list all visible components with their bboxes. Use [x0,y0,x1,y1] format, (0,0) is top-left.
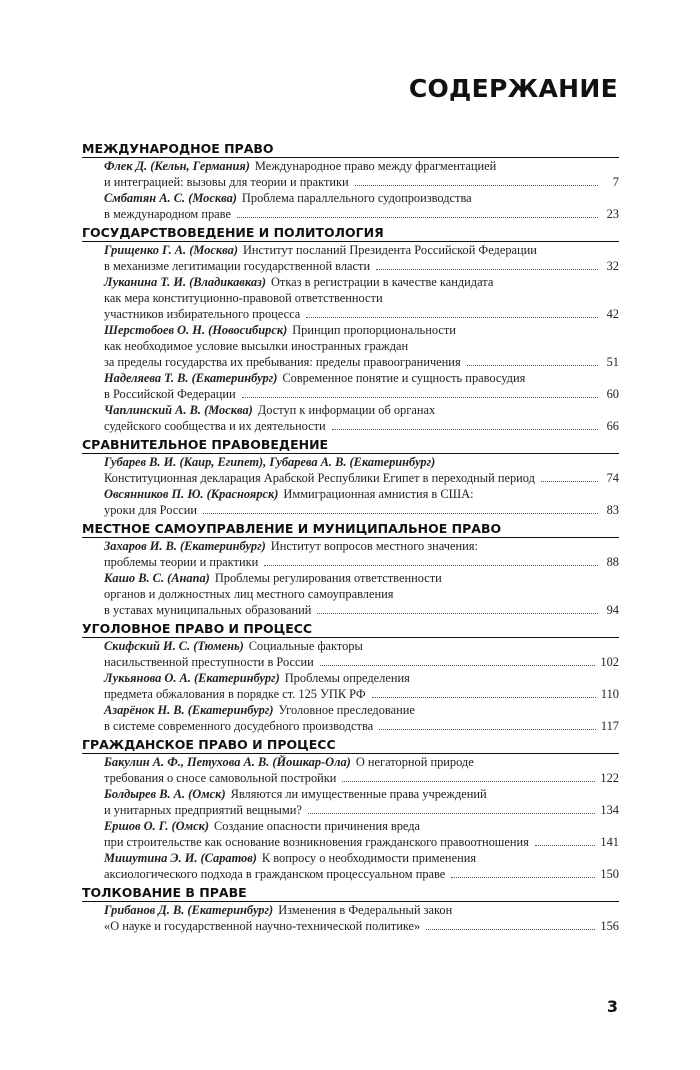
entry-line [104,386,619,402]
entry-line [104,902,619,918]
entry-page-number: 102 [600,655,619,669]
toc-section [82,520,619,618]
entry-line [104,654,619,670]
entry-title-text: как необходимое условие высылки иностранных граждан [104,339,409,353]
entry-author: Бакулин А. Ф., Петухова А. В. (Йошкар-Ола) [104,755,351,769]
toc-entry[interactable] [82,818,619,850]
entry-title-text: О негаторной природе [355,755,474,769]
entry-line [104,402,619,418]
dot-leader [317,612,598,614]
entry-title-text: Институт вопросов местного значения: [270,539,478,553]
entry-title-text: К вопросу о необходимости применения [261,851,477,865]
entry-title-text: Конституционная декларация Арабской Республики Египет в переходный период [104,471,535,485]
toc-entry[interactable] [82,702,619,734]
entry-page-number: 88 [606,555,619,569]
entry-line [104,586,619,602]
entry-author: Флек Д. (Кельн, Германия) [104,159,250,173]
entry-title-text: уроки для России [104,503,197,517]
entry-title-text: проблемы теории и практики [104,555,259,569]
entry-title-text: Проблемы определения [284,671,410,685]
toc-entry[interactable] [82,670,619,702]
toc-entry[interactable] [82,538,619,570]
entry-line [104,470,619,486]
entry-author: Лукьянова О. А. (Екатеринбург) [104,671,280,685]
entry-line [104,754,619,770]
entry-page-number: 150 [600,867,619,881]
toc-entry[interactable] [82,486,619,518]
toc-section [82,884,619,934]
toc-section [82,736,619,882]
toc-entry[interactable] [82,158,619,190]
toc-section [82,140,619,222]
toc-entry[interactable] [82,850,619,882]
dot-leader [306,316,598,318]
entry-title-text: в системе современного досудебного производства [104,719,374,733]
entry-line [104,554,619,570]
entry-line [104,370,619,386]
entry-title-text: и унитарных предприятий вещными? [104,803,302,817]
entry-line [104,190,619,206]
toc-entry[interactable] [82,786,619,818]
page-number: 3 [606,997,618,1016]
toc-entry[interactable] [82,638,619,670]
entry-page-number: 83 [606,503,619,517]
section-title: МЕЖДУНАРОДНОЕ ПРАВО [82,140,619,158]
entry-line [104,242,619,258]
section-title: СРАВНИТЕЛЬНОЕ ПРАВОВЕДЕНИЕ [82,436,619,454]
entry-line [104,274,619,290]
entry-title-text: за пределы государства их пребывания: пределы правоограничения [104,355,461,369]
entry-page-number: 74 [606,471,619,485]
entry-line [104,718,619,734]
entry-line [104,770,619,786]
entry-page-number: 156 [600,919,619,933]
entry-title-text: Современное понятие и сущность правосудия [282,371,526,385]
entry-title-text: Международное право между фрагментацией [254,159,497,173]
entry-line [104,786,619,802]
entry-line [104,290,619,306]
entry-line [104,834,619,850]
entry-page-number: 134 [600,803,619,817]
entry-title-text: в механизме легитимации государственной власти [104,259,371,273]
entry-author: Чаплинский А. В. (Москва) [104,403,253,417]
entry-title-text: и интеграцией: вызовы для теории и практики [104,175,349,189]
entry-title-text: аксиологического подхода в гражданском процессуальном праве [104,867,446,881]
entry-author: Мишутина Э. И. (Саратов) [104,851,257,865]
entry-line [104,454,619,470]
entry-page-number: 122 [600,771,619,785]
entry-line [104,158,619,174]
entry-page-number: 60 [606,387,619,401]
entry-author: Ершов О. Г. (Омск) [104,819,209,833]
dot-leader [541,480,598,482]
entry-title-text: Создание опасности причинения вреда [213,819,421,833]
entry-line [104,354,619,370]
entry-author: Захаров И. В. (Екатеринбург) [104,539,266,553]
entry-page-number: 110 [600,687,619,701]
entry-author: Шерстобоев О. Н. (Новосибирск) [104,323,288,337]
entry-line [104,918,619,934]
toc-entry[interactable] [82,454,619,486]
entry-title-text: «О науке и государственной научно-технической политике» [104,919,421,933]
toc-entry[interactable] [82,754,619,786]
entry-line [104,638,619,654]
dot-leader [242,396,598,398]
entry-line [104,670,619,686]
entry-author: Губарев В. И. (Каир, Египет), Губарева А. В. (Екатеринбург) [104,455,436,469]
section-title: ТОЛКОВАНИЕ В ПРАВЕ [82,884,619,902]
entry-title-text: Уголовное преследование [278,703,415,717]
toc-entry[interactable] [82,190,619,222]
entry-title-text: Проблема параллельного судопроизводства [241,191,472,205]
entry-page-number: 66 [606,419,619,433]
entry-title-text: как мера конституционно-правовой ответственности [104,291,383,305]
entry-page-number: 51 [606,355,619,369]
entry-title-text: в Российской Федерации [104,387,236,401]
dot-leader [372,696,596,698]
toc-entry[interactable] [82,322,619,370]
entry-page-number: 7 [612,175,619,189]
entry-line [104,306,619,322]
entry-line [104,702,619,718]
entry-title-text: Изменения в Федеральный закон [278,903,453,917]
entry-page-number: 32 [606,259,619,273]
entry-page-number: 141 [600,835,619,849]
entry-title-text: Являются ли имущественные права учреждений [230,787,487,801]
entry-title-text: Иммиграционная амнистия в США: [283,487,474,501]
dot-leader [379,728,596,730]
toc-section [82,436,619,518]
entry-title-text: Социальные факторы [248,639,363,653]
entry-author: Скифский И. С. (Тюмень) [104,639,244,653]
entry-title-text: Доступ к информации об органах [257,403,436,417]
entry-author: Грибанов Д. В. (Екатеринбург) [104,903,274,917]
dot-leader [467,364,598,366]
entry-title-text: Институт посланий Президента Российской Федерации [242,243,537,257]
entry-author: Луканина Т. И. (Владикавказ) [104,275,266,289]
entry-title-text: Проблемы регулирования ответственности [214,571,442,585]
entry-author: Азарёнок Н. В. (Екатеринбург) [104,703,274,717]
entry-author: Кашо В. С. (Анапа) [104,571,210,585]
entry-title-text: при строительстве как основание возникновения гражданского правоотношения [104,835,529,849]
toc-entry[interactable] [82,570,619,618]
dot-leader [535,844,596,846]
dot-leader [320,664,596,666]
dot-leader [355,184,598,186]
entry-page-number: 23 [606,207,619,221]
entry-page-number: 117 [600,719,619,733]
entry-page-number: 94 [606,603,619,617]
entry-line [104,174,619,190]
toc-entry[interactable] [82,242,619,274]
entry-line [104,258,619,274]
dot-leader [451,876,595,878]
dot-leader [203,512,598,514]
entry-line [104,802,619,818]
toc-entry[interactable] [82,402,619,434]
entry-author: Наделяева Т. В. (Екатеринбург) [104,371,278,385]
entry-line [104,570,619,586]
entry-title-text: требования о сносе самовольной постройки [104,771,337,785]
entry-line [104,322,619,338]
entry-title-text: Отказ в регистрации в качестве кандидата [270,275,494,289]
entry-line [104,502,619,518]
section-title: ГОСУДАРСТВОВЕДЕНИЕ И ПОЛИТОЛОГИЯ [82,224,619,242]
entry-line [104,866,619,882]
entry-line [104,338,619,354]
entry-line [104,850,619,866]
entry-title-text: насильственной преступности в России [104,655,314,669]
entry-title-text: судейского сообщества и их деятельности [104,419,326,433]
toc-entry[interactable] [82,902,619,934]
entry-line [104,486,619,502]
entry-title-text: участников избирательного процесса [104,307,301,321]
entry-line [104,602,619,618]
toc-section [82,620,619,734]
entry-page-number: 42 [606,307,619,321]
dot-leader [426,928,595,930]
entry-author: Грищенко Г. А. (Москва) [104,243,238,257]
section-title: ГРАЖДАНСКОЕ ПРАВО И ПРОЦЕСС [82,736,619,754]
entry-title-text: органов и должностных лиц местного самоуправления [104,587,394,601]
entry-line [104,206,619,222]
entry-author: Болдырев В. А. (Омск) [104,787,226,801]
dot-leader [308,812,596,814]
entry-line [104,686,619,702]
page-title: СОДЕРЖАНИЕ [408,74,618,103]
entry-title-text: в международном праве [104,207,231,221]
entry-line [104,818,619,834]
dot-leader [332,428,598,430]
section-title: МЕСТНОЕ САМОУПРАВЛЕНИЕ И МУНИЦИПАЛЬНОЕ ПРАВО [82,520,619,538]
entry-line [104,538,619,554]
toc-entry[interactable] [82,370,619,402]
entry-title-text: Принцип пропорциональности [292,323,456,337]
entry-author: Смбатян А. С. (Москва) [104,191,237,205]
toc-entry[interactable] [82,274,619,322]
table-of-contents [82,140,619,936]
section-title: УГОЛОВНОЕ ПРАВО И ПРОЦЕСС [82,620,619,638]
toc-section [82,224,619,434]
dot-leader [237,216,598,218]
entry-line [104,418,619,434]
dot-leader [376,268,598,270]
dot-leader [342,780,595,782]
entry-author: Овсянников П. Ю. (Красноярск) [104,487,279,501]
dot-leader [264,564,598,566]
entry-title-text: в уставах муниципальных образований [104,603,312,617]
entry-title-text: предмета обжалования в порядке ст. 125 УПК РФ [104,687,366,701]
